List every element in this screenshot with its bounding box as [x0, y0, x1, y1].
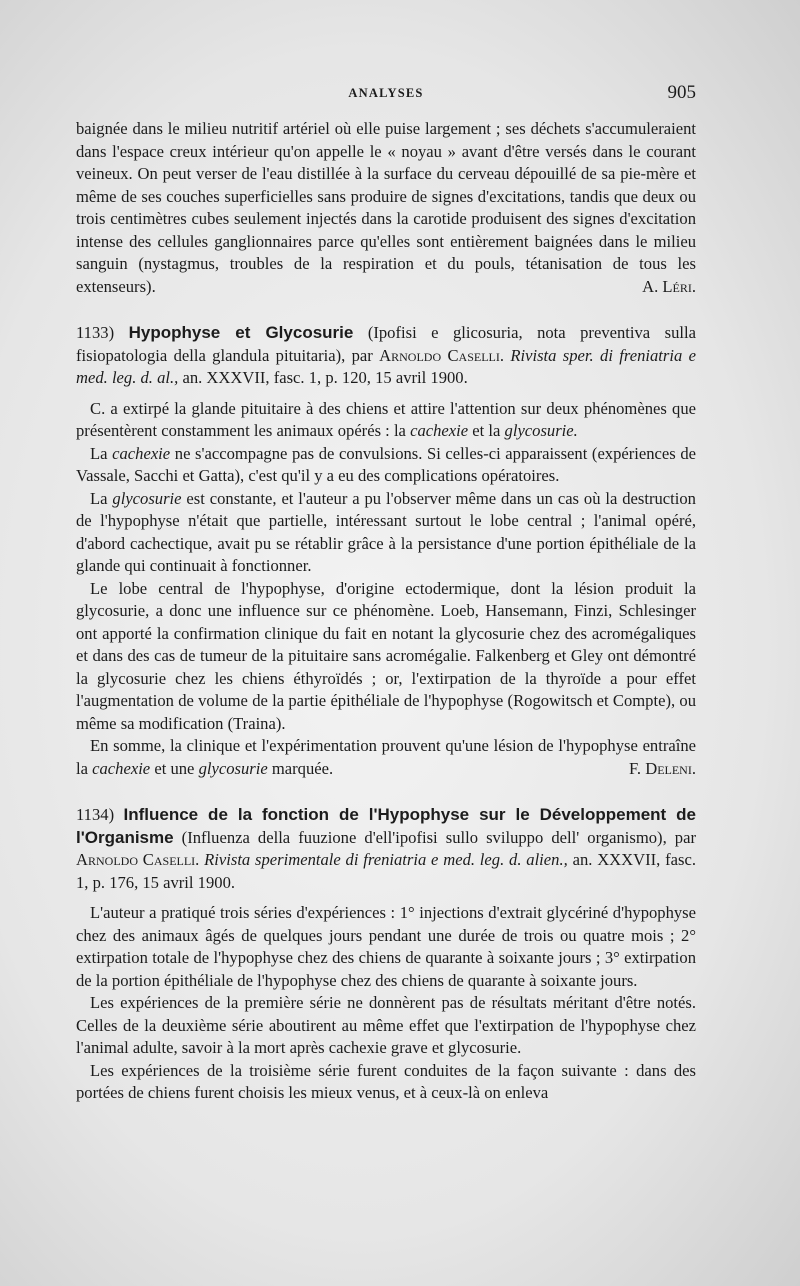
reference-1133 — [76, 322, 696, 390]
paragraph-text: et la — [472, 421, 501, 440]
paragraph — [76, 118, 696, 298]
paragraph-text: ne s'accompagne pas de convulsions. Si celles-ci apparaissent (expériences de Vassale, Sacchi et Gatta), c'est qu'il y a eu des complications opératoires. — [76, 443, 697, 485]
paragraph: Les expériences de la première série ne donnèrent pas de résultats méritant d'être notés. Celles de la deuxième série aboutirent au même effet que l'extirpation de l'hypophyse chez l'animal adulte, savoir à la mort après cachexie grave et glycosurie. — [76, 993, 696, 1057]
paragraph-text: En somme, la clinique et l'expérimentation prouvent qu'une lésion de l'hypophyse entraîne la — [76, 736, 696, 778]
reference-title: Influence de la fonction de l'Hypophyse sur le Développement de l'Organisme — [76, 805, 696, 847]
paragraph: Le lobe central de l'hypophyse, d'origine ectodermique, dont la lésion produit la glycosurie, a donc une influence sur ce phénomène. Loeb, Hansemann, Finzi, Schlesinger ont apporté la confirmation clinique du fait en notant la glycosurie chez des acromégaliques et dans des cas de tumeur de la pituitaire sans acromégalie. Falkenberg et Gley ont démontré la glycosurie chez les chiens éthyroïdés ; or, l'extirpation de la thyroïde a pour effet l'augmentation de volume de la partie épithéliale de l'hypophyse (Rogowitsch et Compte), ou même sa modification (Traina). — [76, 578, 696, 733]
paragraph-text: est constante, et l'auteur a pu l'observer même dans un cas où la destruction de l'hypophyse n'était que partielle, intéressant surtout le lobe central ; l'animal opéré, d'abord cachectique, avait pu se rétablir grâce à la persistance d'une portion épithéliale de la glande qui continuait à fonctionner. — [76, 488, 696, 575]
paragraph: L'auteur a pratiqué trois séries d'expériences : 1° injections d'extrait glycériné d'hypophyse chez des animaux âgés de quelques jours pendant une durée de trois ou quatre mois ; 2° extirpation totale de l'hypophyse chez des chiens de quarante à soixante jours ; 3° extirpation de la portion épithéliale de l'hypophyse chez des chiens de quarante à soixante jours. — [76, 903, 696, 990]
signature: F. Deleni. — [629, 758, 696, 778]
reference-number: 1133) — [76, 323, 115, 342]
paragraph-text: La — [90, 443, 108, 463]
italic-term: cachexie — [112, 443, 171, 463]
paragraph-text: marquée. — [271, 758, 334, 778]
page-body — [76, 118, 696, 1105]
reference-details: an. XXXVII, fasc. 1, p. 176, 15 avril 1900. — [76, 850, 696, 892]
reference-author: Arnoldo Caselli. — [76, 850, 200, 869]
italic-term: glycosurie — [198, 758, 268, 778]
reference-title: Hypophyse et Glycosurie — [128, 323, 354, 342]
italic-term: cachexie — [92, 758, 151, 778]
reference-number: 1134) — [76, 805, 115, 824]
reference-text: (Ipofisi e glicosuria, nota preventiva sulla fisiopatologia della glandula pituitaria), par — [76, 323, 696, 365]
paragraph-text: La — [90, 488, 108, 508]
paragraph — [76, 488, 696, 578]
paragraph-text: C. a extirpé la glande pituitaire à des chiens et attire l'attention sur deux phénomènes que présentèrent constamment les animaux opérés : la — [76, 398, 696, 440]
paragraph — [76, 735, 696, 780]
reference-journal: Rivista sperimentale di freniatria e med. leg. d. alien., — [204, 850, 568, 869]
page-header — [76, 82, 696, 110]
paragraph — [76, 398, 696, 443]
paragraph-text: et une — [154, 758, 195, 778]
signature: A. Léri. — [642, 276, 696, 296]
reference-author: Arnoldo Caselli. — [379, 345, 505, 365]
paragraph: Les expériences de la troisième série furent conduites de la façon suivante : dans des portées de chiens furent choisis les mieux venus, et à ceux-là on enleva — [76, 1060, 696, 1102]
reference-journal: Rivista sper. di freniatria e med. leg. d. al., — [76, 345, 696, 387]
reference-text: (Influenza della fuuzione d'ell'ipofisi sullo sviluppo dell' organismo), par — [181, 827, 696, 847]
reference-1134 — [76, 804, 696, 894]
paragraph-text: baignée dans le milieu nutritif artériel où elle puise largement ; ses déchets s'accumuleraient dans l'espace creux intérieur qu'on appelle le « noyau » avant d'être versés dans le courant veineux. On peut verser de l'eau distillée à la surface du cerveau dépouillé de sa pie-mère et même de ses couches superficielles sans produire de signes d'excitations, tandis que deux ou trois centimètres cubes seulement injectés dans la carotide produisent des signes d'excitation intense des cellules ganglionnaires parce qu'elles sont entièrement baignées dans le milieu sanguin (nystagmus, troubles de la respiration et du pouls, tétanisation de tous les extenseurs). — [76, 119, 696, 296]
italic-term: glycosurie. — [504, 421, 578, 440]
page-number: 905 — [667, 82, 696, 103]
italic-term: cachexie — [410, 421, 469, 440]
paragraph — [76, 443, 696, 488]
reference-details: an. XXXVII, fasc. 1, p. 120, 15 avril 1900. — [182, 368, 468, 387]
running-head: ANALYSES — [348, 86, 424, 100]
italic-term: glycosurie — [112, 488, 182, 508]
